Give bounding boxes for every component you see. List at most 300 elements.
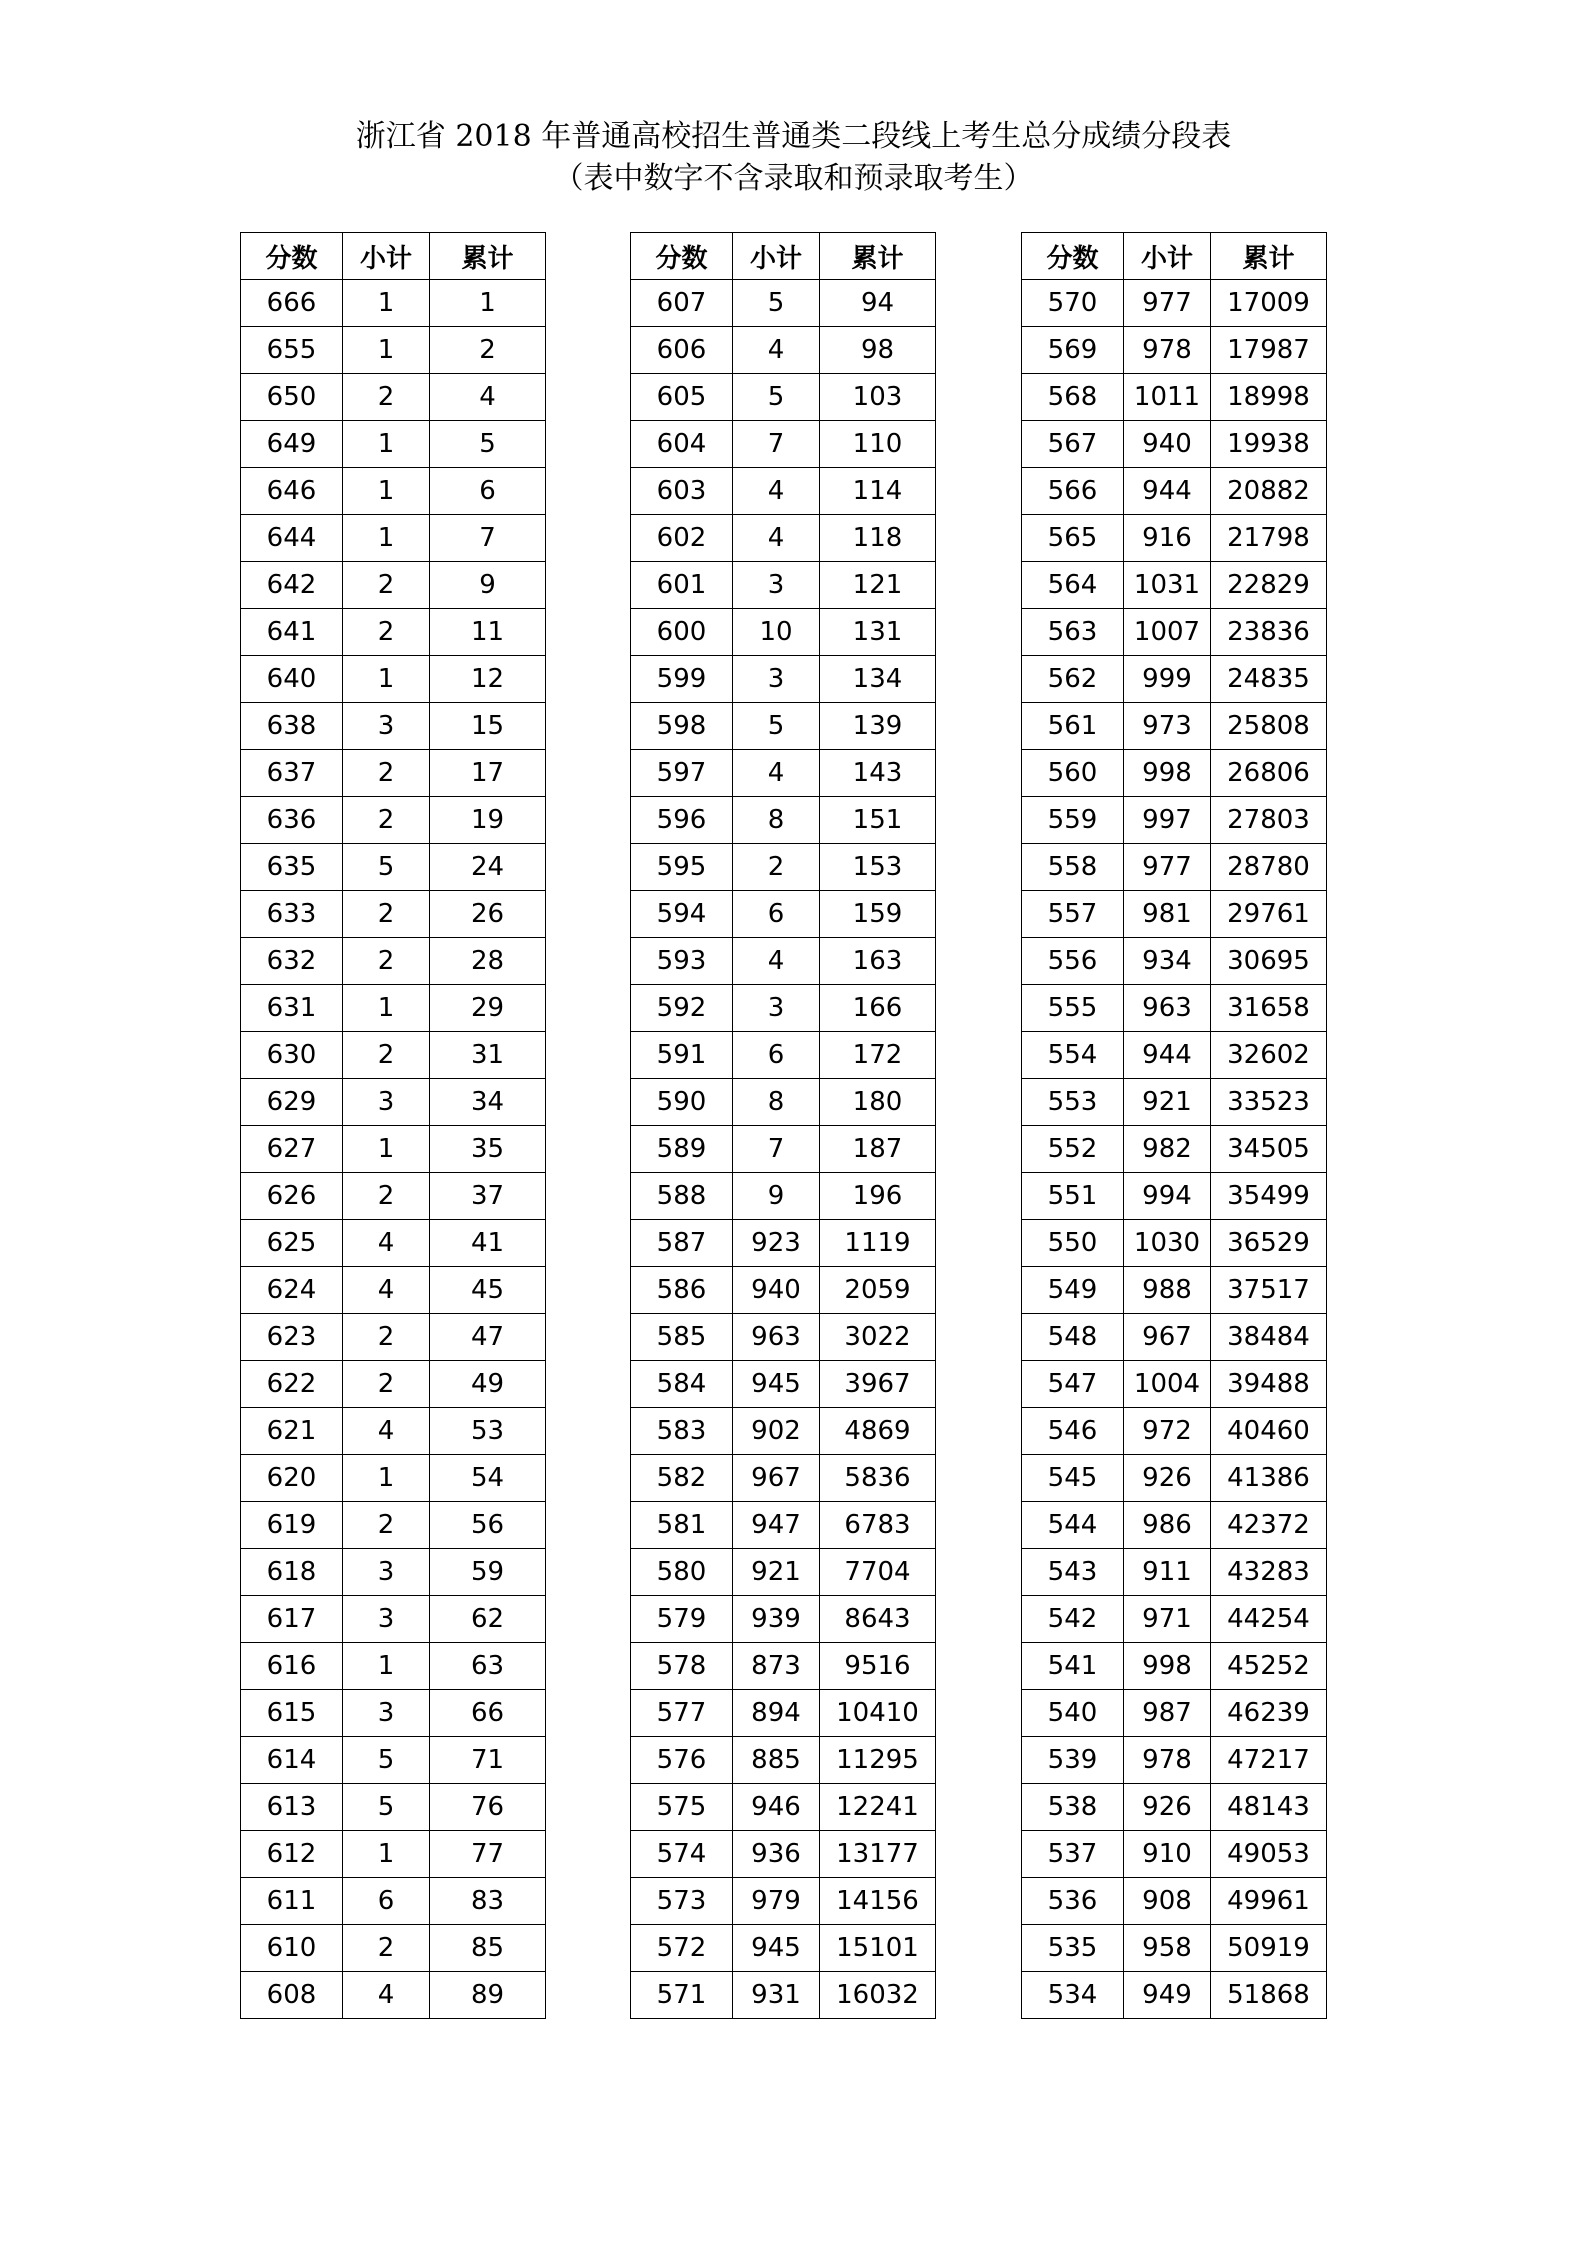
cumulative-cell: 6783 — [820, 1502, 936, 1549]
score-cell: 545 — [1022, 1455, 1124, 1502]
score-cell: 541 — [1022, 1643, 1124, 1690]
count-cell: 978 — [1124, 1737, 1211, 1784]
table-row — [1022, 421, 1327, 468]
score-cell: 581 — [631, 1502, 733, 1549]
table-row — [241, 327, 546, 374]
table-row — [241, 1502, 546, 1549]
score-cell: 615 — [241, 1690, 343, 1737]
score-cell: 588 — [631, 1173, 733, 1220]
table-row — [1022, 1220, 1327, 1267]
table-row — [1022, 1173, 1327, 1220]
cumulative-cell: 40460 — [1211, 1408, 1327, 1455]
count-cell: 1 — [343, 1126, 430, 1173]
table-row — [631, 1737, 936, 1784]
cumulative-cell: 8643 — [820, 1596, 936, 1643]
count-cell: 8 — [733, 797, 820, 844]
header-row — [1022, 233, 1327, 280]
cumulative-cell: 37517 — [1211, 1267, 1327, 1314]
cumulative-cell: 17 — [430, 750, 546, 797]
table-row — [631, 327, 936, 374]
count-cell: 967 — [1124, 1314, 1211, 1361]
score-cell: 655 — [241, 327, 343, 374]
cumulative-cell: 31658 — [1211, 985, 1327, 1032]
cumulative-cell: 36529 — [1211, 1220, 1327, 1267]
score-cell: 641 — [241, 609, 343, 656]
table-row — [241, 562, 546, 609]
score-cell: 562 — [1022, 656, 1124, 703]
score-cell: 585 — [631, 1314, 733, 1361]
table-row — [241, 515, 546, 562]
table-row — [631, 1549, 936, 1596]
count-cell: 7 — [733, 1126, 820, 1173]
count-cell: 2 — [343, 797, 430, 844]
cumulative-cell: 18998 — [1211, 374, 1327, 421]
cumulative-cell: 15 — [430, 703, 546, 750]
cumulative-cell: 89 — [430, 1972, 546, 2019]
score-cell: 553 — [1022, 1079, 1124, 1126]
cumulative-cell: 34 — [430, 1079, 546, 1126]
count-cell: 977 — [1124, 844, 1211, 891]
table-row — [241, 1408, 546, 1455]
score-cell: 605 — [631, 374, 733, 421]
score-cell: 571 — [631, 1972, 733, 2019]
cumulative-cell: 4869 — [820, 1408, 936, 1455]
cumulative-cell: 37 — [430, 1173, 546, 1220]
cumulative-cell: 11 — [430, 609, 546, 656]
score-cell: 563 — [1022, 609, 1124, 656]
score-cell: 569 — [1022, 327, 1124, 374]
score-cell: 610 — [241, 1925, 343, 1972]
table-row — [1022, 844, 1327, 891]
score-cell: 666 — [241, 280, 343, 327]
document-subtitle: （表中数字不含录取和预录取考生） — [553, 161, 1034, 196]
score-cell: 623 — [241, 1314, 343, 1361]
score-cell: 583 — [631, 1408, 733, 1455]
cumulative-cell: 53 — [430, 1408, 546, 1455]
count-cell: 4 — [343, 1220, 430, 1267]
cumulative-cell: 24 — [430, 844, 546, 891]
table-row — [241, 1690, 546, 1737]
count-cell: 1004 — [1124, 1361, 1211, 1408]
table-row — [1022, 797, 1327, 844]
count-cell: 5 — [733, 374, 820, 421]
table-row — [241, 1549, 546, 1596]
score-cell: 592 — [631, 985, 733, 1032]
table-row — [1022, 1784, 1327, 1831]
score-table-3 — [1021, 232, 1327, 2019]
score-cell: 644 — [241, 515, 343, 562]
count-cell: 911 — [1124, 1549, 1211, 1596]
cumulative-cell: 28780 — [1211, 844, 1327, 891]
count-cell: 5 — [343, 1784, 430, 1831]
cumulative-cell: 5 — [430, 421, 546, 468]
cumulative-cell: 27803 — [1211, 797, 1327, 844]
table-row — [241, 1878, 546, 1925]
count-cell: 2 — [343, 1502, 430, 1549]
score-cell: 579 — [631, 1596, 733, 1643]
cumulative-cell: 63 — [430, 1643, 546, 1690]
cumulative-cell: 139 — [820, 703, 936, 750]
count-cell: 973 — [1124, 703, 1211, 750]
count-cell: 945 — [733, 1361, 820, 1408]
count-cell: 2 — [343, 562, 430, 609]
table-row — [241, 656, 546, 703]
count-cell: 982 — [1124, 1126, 1211, 1173]
count-cell: 926 — [1124, 1455, 1211, 1502]
table-row — [1022, 1972, 1327, 2019]
score-cell: 617 — [241, 1596, 343, 1643]
score-cell: 621 — [241, 1408, 343, 1455]
column-header-score: 分数 — [241, 233, 343, 280]
score-cell: 542 — [1022, 1596, 1124, 1643]
cumulative-cell: 47 — [430, 1314, 546, 1361]
count-cell: 2 — [343, 750, 430, 797]
score-cell: 546 — [1022, 1408, 1124, 1455]
count-cell: 997 — [1124, 797, 1211, 844]
score-cell: 564 — [1022, 562, 1124, 609]
score-cell: 624 — [241, 1267, 343, 1314]
score-cell: 555 — [1022, 985, 1124, 1032]
count-cell: 998 — [1124, 1643, 1211, 1690]
table-row — [631, 515, 936, 562]
score-cell: 578 — [631, 1643, 733, 1690]
table-row — [631, 1126, 936, 1173]
cumulative-cell: 25808 — [1211, 703, 1327, 750]
cumulative-cell: 196 — [820, 1173, 936, 1220]
table-row — [241, 1267, 546, 1314]
table-row — [1022, 1126, 1327, 1173]
score-cell: 540 — [1022, 1690, 1124, 1737]
table-row — [1022, 374, 1327, 421]
score-cell: 612 — [241, 1831, 343, 1878]
count-cell: 4 — [733, 515, 820, 562]
cumulative-cell: 24835 — [1211, 656, 1327, 703]
count-cell: 947 — [733, 1502, 820, 1549]
cumulative-cell: 19 — [430, 797, 546, 844]
count-cell: 2 — [733, 844, 820, 891]
count-cell: 944 — [1124, 468, 1211, 515]
score-table-1 — [240, 232, 546, 2019]
cumulative-cell: 50919 — [1211, 1925, 1327, 1972]
cumulative-cell: 15101 — [820, 1925, 936, 1972]
cumulative-cell: 17987 — [1211, 327, 1327, 374]
cumulative-cell: 21798 — [1211, 515, 1327, 562]
table-row — [631, 1314, 936, 1361]
cumulative-cell: 12241 — [820, 1784, 936, 1831]
score-cell: 582 — [631, 1455, 733, 1502]
cumulative-cell: 7704 — [820, 1549, 936, 1596]
score-cell: 548 — [1022, 1314, 1124, 1361]
count-cell: 4 — [733, 327, 820, 374]
table-row — [631, 656, 936, 703]
count-cell: 986 — [1124, 1502, 1211, 1549]
count-cell: 4 — [343, 1267, 430, 1314]
cumulative-cell: 35 — [430, 1126, 546, 1173]
count-cell: 910 — [1124, 1831, 1211, 1878]
count-cell: 2 — [343, 1925, 430, 1972]
cumulative-cell: 4 — [430, 374, 546, 421]
count-cell: 6 — [343, 1878, 430, 1925]
score-cell: 535 — [1022, 1925, 1124, 1972]
cumulative-cell: 49053 — [1211, 1831, 1327, 1878]
score-cell: 629 — [241, 1079, 343, 1126]
count-cell: 885 — [733, 1737, 820, 1784]
cumulative-cell: 3022 — [820, 1314, 936, 1361]
count-cell: 949 — [1124, 1972, 1211, 2019]
table-row — [1022, 1831, 1327, 1878]
table-row — [1022, 280, 1327, 327]
table-row — [631, 1455, 936, 1502]
score-cell: 584 — [631, 1361, 733, 1408]
table-row — [631, 1925, 936, 1972]
score-cell: 566 — [1022, 468, 1124, 515]
score-cell: 574 — [631, 1831, 733, 1878]
table-row — [241, 1032, 546, 1079]
table-row — [631, 1596, 936, 1643]
score-cell: 620 — [241, 1455, 343, 1502]
table-row — [631, 797, 936, 844]
count-cell: 926 — [1124, 1784, 1211, 1831]
table-row — [1022, 515, 1327, 562]
column-header-count: 小计 — [733, 233, 820, 280]
score-cell: 568 — [1022, 374, 1124, 421]
score-cell: 567 — [1022, 421, 1124, 468]
count-cell: 978 — [1124, 327, 1211, 374]
cumulative-cell: 71 — [430, 1737, 546, 1784]
table-row — [631, 891, 936, 938]
score-cell: 637 — [241, 750, 343, 797]
score-cell: 534 — [1022, 1972, 1124, 2019]
cumulative-cell: 163 — [820, 938, 936, 985]
count-cell: 4 — [733, 750, 820, 797]
count-cell: 1 — [343, 1643, 430, 1690]
score-cell: 597 — [631, 750, 733, 797]
table-row — [241, 374, 546, 421]
count-cell: 7 — [733, 421, 820, 468]
cumulative-cell: 48143 — [1211, 1784, 1327, 1831]
score-cell: 589 — [631, 1126, 733, 1173]
table-row — [241, 797, 546, 844]
cumulative-cell: 31 — [430, 1032, 546, 1079]
score-cell: 596 — [631, 797, 733, 844]
score-cell: 632 — [241, 938, 343, 985]
score-cell: 590 — [631, 1079, 733, 1126]
count-cell: 934 — [1124, 938, 1211, 985]
table-row — [631, 1032, 936, 1079]
score-cell: 616 — [241, 1643, 343, 1690]
count-cell: 963 — [1124, 985, 1211, 1032]
cumulative-cell: 44254 — [1211, 1596, 1327, 1643]
score-cell: 622 — [241, 1361, 343, 1408]
cumulative-cell: 9516 — [820, 1643, 936, 1690]
score-cell: 614 — [241, 1737, 343, 1784]
cumulative-cell: 62 — [430, 1596, 546, 1643]
table-row — [241, 421, 546, 468]
count-cell: 3 — [343, 1549, 430, 1596]
score-cell: 633 — [241, 891, 343, 938]
cumulative-cell: 32602 — [1211, 1032, 1327, 1079]
count-cell: 1011 — [1124, 374, 1211, 421]
table-row — [241, 844, 546, 891]
cumulative-cell: 66 — [430, 1690, 546, 1737]
table-row — [1022, 656, 1327, 703]
score-cell: 565 — [1022, 515, 1124, 562]
count-cell: 923 — [733, 1220, 820, 1267]
count-cell: 2 — [343, 374, 430, 421]
table-row — [631, 374, 936, 421]
table-row — [631, 1878, 936, 1925]
count-cell: 998 — [1124, 750, 1211, 797]
table-row — [1022, 327, 1327, 374]
score-cell: 598 — [631, 703, 733, 750]
table-row — [1022, 1643, 1327, 1690]
count-cell: 963 — [733, 1314, 820, 1361]
cumulative-cell: 6 — [430, 468, 546, 515]
table-row — [1022, 1032, 1327, 1079]
table-row — [631, 1361, 936, 1408]
table-row — [1022, 1314, 1327, 1361]
table-row — [631, 609, 936, 656]
score-cell: 549 — [1022, 1267, 1124, 1314]
count-cell: 1031 — [1124, 562, 1211, 609]
count-cell: 2 — [343, 1314, 430, 1361]
score-cell: 611 — [241, 1878, 343, 1925]
count-cell: 5 — [733, 280, 820, 327]
table-row — [241, 1925, 546, 1972]
table-row — [1022, 985, 1327, 1032]
column-header-cumulative: 累计 — [430, 233, 546, 280]
table-row — [1022, 609, 1327, 656]
column-header-count: 小计 — [343, 233, 430, 280]
count-cell: 921 — [1124, 1079, 1211, 1126]
score-cell: 631 — [241, 985, 343, 1032]
table-row — [631, 938, 936, 985]
table-row — [631, 1079, 936, 1126]
count-cell: 1 — [343, 985, 430, 1032]
count-cell: 3 — [343, 1596, 430, 1643]
cumulative-cell: 187 — [820, 1126, 936, 1173]
table-row — [241, 1455, 546, 1502]
count-cell: 1 — [343, 280, 430, 327]
score-cell: 558 — [1022, 844, 1124, 891]
score-cell: 557 — [1022, 891, 1124, 938]
table-row — [241, 1126, 546, 1173]
score-cell: 586 — [631, 1267, 733, 1314]
count-cell: 1 — [343, 468, 430, 515]
count-cell: 958 — [1124, 1925, 1211, 1972]
score-cell: 554 — [1022, 1032, 1124, 1079]
count-cell: 987 — [1124, 1690, 1211, 1737]
score-cell: 570 — [1022, 280, 1124, 327]
cumulative-cell: 29761 — [1211, 891, 1327, 938]
count-cell: 3 — [343, 703, 430, 750]
count-cell: 902 — [733, 1408, 820, 1455]
score-cell: 626 — [241, 1173, 343, 1220]
score-cell: 636 — [241, 797, 343, 844]
cumulative-cell: 16032 — [820, 1972, 936, 2019]
count-cell: 5 — [343, 844, 430, 891]
score-cell: 618 — [241, 1549, 343, 1596]
table-row — [1022, 468, 1327, 515]
score-cell: 587 — [631, 1220, 733, 1267]
score-cell: 646 — [241, 468, 343, 515]
count-cell: 6 — [733, 1032, 820, 1079]
score-cell: 561 — [1022, 703, 1124, 750]
cumulative-cell: 10410 — [820, 1690, 936, 1737]
cumulative-cell: 114 — [820, 468, 936, 515]
table-row — [1022, 891, 1327, 938]
count-cell: 6 — [733, 891, 820, 938]
score-cell: 539 — [1022, 1737, 1124, 1784]
score-cell: 552 — [1022, 1126, 1124, 1173]
table-row — [631, 1784, 936, 1831]
table-row — [241, 891, 546, 938]
score-cell: 550 — [1022, 1220, 1124, 1267]
score-cell: 600 — [631, 609, 733, 656]
score-cell: 606 — [631, 327, 733, 374]
cumulative-cell: 56 — [430, 1502, 546, 1549]
table-row — [241, 468, 546, 515]
count-cell: 940 — [1124, 421, 1211, 468]
count-cell: 988 — [1124, 1267, 1211, 1314]
count-cell: 977 — [1124, 280, 1211, 327]
cumulative-cell: 54 — [430, 1455, 546, 1502]
count-cell: 999 — [1124, 656, 1211, 703]
cumulative-cell: 22829 — [1211, 562, 1327, 609]
table-row — [1022, 1361, 1327, 1408]
table-row — [1022, 1878, 1327, 1925]
score-table-2 — [630, 232, 936, 2019]
score-cell: 640 — [241, 656, 343, 703]
cumulative-cell: 43283 — [1211, 1549, 1327, 1596]
table-row — [1022, 1408, 1327, 1455]
count-cell: 946 — [733, 1784, 820, 1831]
score-cell: 573 — [631, 1878, 733, 1925]
table-row — [241, 1831, 546, 1878]
score-cell: 642 — [241, 562, 343, 609]
cumulative-cell: 23836 — [1211, 609, 1327, 656]
score-cell: 599 — [631, 656, 733, 703]
score-cell: 575 — [631, 1784, 733, 1831]
table-row — [241, 1972, 546, 2019]
cumulative-cell: 1119 — [820, 1220, 936, 1267]
cumulative-cell: 14156 — [820, 1878, 936, 1925]
count-cell: 1 — [343, 1831, 430, 1878]
count-cell: 3 — [733, 656, 820, 703]
cumulative-cell: 94 — [820, 280, 936, 327]
count-cell: 3 — [733, 562, 820, 609]
table-row — [1022, 1549, 1327, 1596]
count-cell: 931 — [733, 1972, 820, 2019]
count-cell: 10 — [733, 609, 820, 656]
count-cell: 940 — [733, 1267, 820, 1314]
score-cell: 551 — [1022, 1173, 1124, 1220]
table-row — [631, 1831, 936, 1878]
table-row — [631, 985, 936, 1032]
cumulative-cell: 110 — [820, 421, 936, 468]
count-cell: 979 — [733, 1878, 820, 1925]
count-cell: 3 — [733, 985, 820, 1032]
table-row — [241, 703, 546, 750]
table-row — [631, 1220, 936, 1267]
count-cell: 921 — [733, 1549, 820, 1596]
table-row — [631, 1690, 936, 1737]
table-row — [631, 844, 936, 891]
score-cell: 613 — [241, 1784, 343, 1831]
count-cell: 945 — [733, 1925, 820, 1972]
count-cell: 981 — [1124, 891, 1211, 938]
count-cell: 994 — [1124, 1173, 1211, 1220]
